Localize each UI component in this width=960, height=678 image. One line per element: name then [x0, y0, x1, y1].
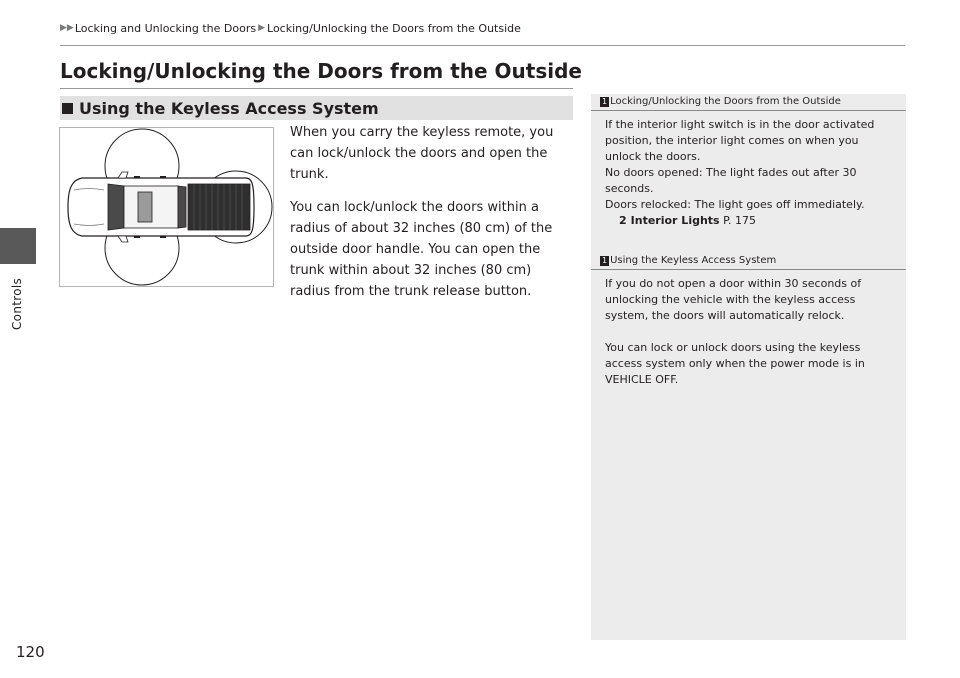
note-heading-text: Locking/Unlocking the Doors from the Outside: [610, 96, 841, 107]
note-marker-icon: 1: [602, 256, 608, 265]
page-title: Locking/Unlocking the Doors from the Outside: [60, 59, 582, 83]
breadcrumb: [60, 20, 521, 36]
section-heading: [60, 96, 573, 120]
notes-sidebar: [591, 94, 906, 640]
note-body: [591, 111, 906, 229]
chapter-label: Controls: [10, 277, 24, 330]
title-divider: [60, 88, 573, 89]
section-heading-text: Using the Keyless Access System: [79, 98, 379, 118]
breadcrumb-arrow-icon: ▶: [258, 23, 266, 33]
vehicle-range-diagram: [59, 127, 274, 287]
breadcrumb-arrow-icon: ▶▶: [60, 23, 74, 33]
truck-bed: [188, 184, 250, 230]
note-heading-text: Using the Keyless Access System: [610, 255, 777, 266]
page-number: 120: [16, 643, 45, 661]
body-paragraph: When you carry the keyless remote, you can lock/unlock the doors and open the trunk.: [290, 125, 554, 182]
cross-reference-link[interactable]: [605, 213, 896, 229]
note-heading: [591, 94, 906, 111]
note-heading: [591, 253, 906, 270]
note-body: [591, 270, 906, 388]
note-text: If the interior light switch is in the door activated position, the interior light comes on when you unlock the doors.: [605, 118, 875, 163]
windshield: [108, 184, 124, 230]
note-text: If you do not open a door within 30 seconds of unlocking the vehicle with the keyless access system, the doors will automatically relock.: [605, 277, 862, 322]
breadcrumb-item-locking[interactable]: Locking and Unlocking the Doors: [74, 21, 257, 35]
vehicle-top-view-illustration: [60, 128, 273, 286]
header-divider: [60, 45, 905, 46]
sunroof: [138, 192, 152, 222]
note-text: No doors opened: The light fades out after 30 seconds.: [605, 166, 857, 195]
reference-label: Interior Lights: [630, 214, 720, 227]
note-text: Doors relocked: The light goes off immediately.: [605, 198, 865, 211]
reference-arrow-icon: 2: [619, 214, 627, 227]
note-text: You can lock or unlock doors using the keyless access system only when the power mode is in VEHICLE OFF.: [605, 341, 865, 386]
chapter-tab: [0, 228, 36, 264]
body-paragraph: You can lock/unlock the doors within a radius of about 32 inches (80 cm) of the outside door handle. You can open the trunk within about 32 inches (80 cm) radius from the trunk release button.: [290, 200, 553, 299]
square-bullet-icon: [62, 103, 73, 114]
note-marker-icon: 1: [602, 97, 608, 106]
breadcrumb-item-outside[interactable]: Locking/Unlocking the Doors from the Outside: [267, 21, 521, 35]
reference-page: P. 175: [723, 214, 757, 227]
section-body: [290, 122, 575, 314]
